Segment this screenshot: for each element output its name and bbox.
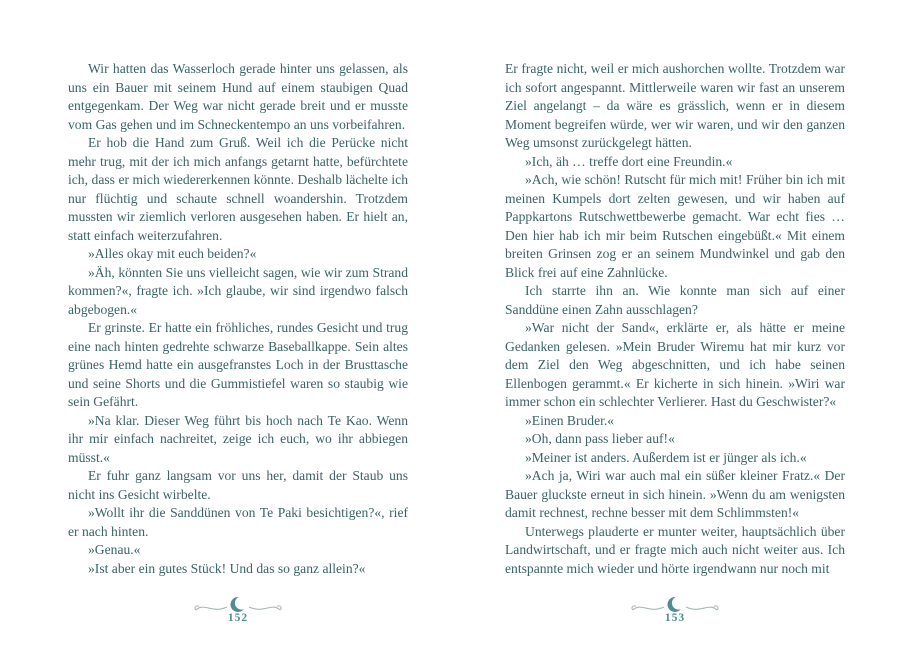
paragraph: »War nicht der Sand«, erklärte er, als hätte er meine Gedanken gelesen. »Mein Bruder Wiremu hat mir kurz vor dem Ziel den Weg abgeschnitten, und ich habe seinen Ellenbogen gerammt.« Er kicherte in sich hinein. »Wiri war immer schon ein schlechter Verlierer. Hast du Geschwister?«	[505, 320, 845, 409]
paragraph: »Einen Bruder.«	[525, 412, 615, 428]
paragraph: »Oh, dann pass lieber auf!«	[525, 431, 675, 446]
paragraph: »Alles okay mit euch beiden?«	[88, 246, 257, 261]
paragraph: »Meiner ist anders. Außerdem ist er jünger als ich.«	[525, 449, 807, 465]
paragraph: Wir hatten das Wasserloch gerade hinter uns gelassen, als uns ein Bauer mit seinem Hund auf einem staubigen Quad entgegenkam. Der Weg war nicht gerade breit und er musste vom Gas gehen und im Schneckentempo an uns vorbeifahren.	[68, 61, 408, 132]
paragraph: »Ach ja, Wiri war auch mal ein süßer kleiner Fratz.« Der Bauer gluckste erneut in sich hinein. »Wenn du am wenigsten damit rechnest, rechne besser mit dem Schlimmsten!«	[505, 468, 845, 520]
page-right-text-column	[505, 60, 845, 578]
page-left	[68, 60, 408, 648]
paragraph: »Äh, könnten Sie uns vielleicht sagen, wie wir zum Strand kommen?«, fragte ich. »Ich glaube, wir sind irgendwo falsch abgebogen.«	[68, 264, 408, 317]
page-right-footer	[505, 595, 845, 624]
page-number: 153	[664, 612, 686, 624]
page-number: 152	[227, 612, 249, 624]
paragraph: Er fragte nicht, weil er mich aushorchen wollte. Trotzdem war ich sofort angespannt. Mittlerweile waren wir fast an unserem Ziel angelangt – da wäre es grässlich, wenn er in diesem Moment begreifen würde, wer wir waren, und wir den ganzen Weg umsonst zurückgelegt hätten.	[505, 61, 845, 150]
paragraph: »Ist aber ein gutes Stück! Und das so ganz allein?«	[88, 560, 366, 576]
paragraph: Er fuhr ganz langsam vor uns her, damit der Staub uns nicht ins Gesicht wirbelte.	[68, 468, 408, 502]
paragraph: Ich starrte ihn an. Wie konnte man sich auf einer Sanddüne einen Zahn ausschlagen?	[505, 283, 845, 317]
paragraph: »Na klar. Dieser Weg führt bis hoch nach Te Kao. Wenn ihr mir einfach nachreitet, zeige ich euch, wo ihr abbiegen müsst.«	[68, 412, 408, 465]
paragraph: »Genau.«	[88, 542, 141, 557]
page-right	[505, 60, 845, 648]
paragraph: Unterwegs plauderte er munter weiter, hauptsächlich über Landwirtschaft, und er fragte mich auch nicht weiter aus. Ich entspannte mich wieder und hörte irgendwann nur noch mit	[505, 523, 845, 576]
paragraph: »Wollt ihr die Sanddünen von Te Paki besichtigen?«, rief er nach hinten.	[68, 505, 408, 539]
paragraph: »Ich, äh … treffe dort eine Freundin.«	[525, 153, 733, 169]
page-left-footer	[68, 595, 408, 624]
paragraph: Er grinste. Er hatte ein fröhliches, rundes Gesicht und trug eine nach hinten gedrehte schwarze Baseballkappe. Sein altes grünes Hemd hatte ein ausgefranstes Loch in der Brusttasche und seine Shorts und die Gummistiefel waren so staubig wie sein Gefährt.	[68, 320, 408, 409]
paragraph: Er hob die Hand zum Gruß. Weil ich die Perücke nicht mehr trug, mit der ich mich anfangs getarnt hatte, befürchtete ich, dass er mich wiedererkennen könnte. Deshalb lächelte ich nur flüchtig und schaute schnell woandershin. Trotzdem mussten wir ziemlich verloren ausgesehen haben. Er hielt an, statt einfach weiterzufahren.	[68, 135, 408, 243]
page-left-text-column	[68, 60, 408, 578]
paragraph: »Ach, wie schön! Rutscht für mich mit! Früher bin ich mit meinen Kumpels dort zelten gewesen, und wir haben auf Pappkartons Rutschwettbewerbe gemacht. War echt fies … Den hier hab ich mir beim Rutschen eingebüßt.« Mit einem breiten Grinsen zog er an seinem Mundwinkel und gab den Blick frei auf eine Zahnlücke.	[505, 172, 845, 280]
